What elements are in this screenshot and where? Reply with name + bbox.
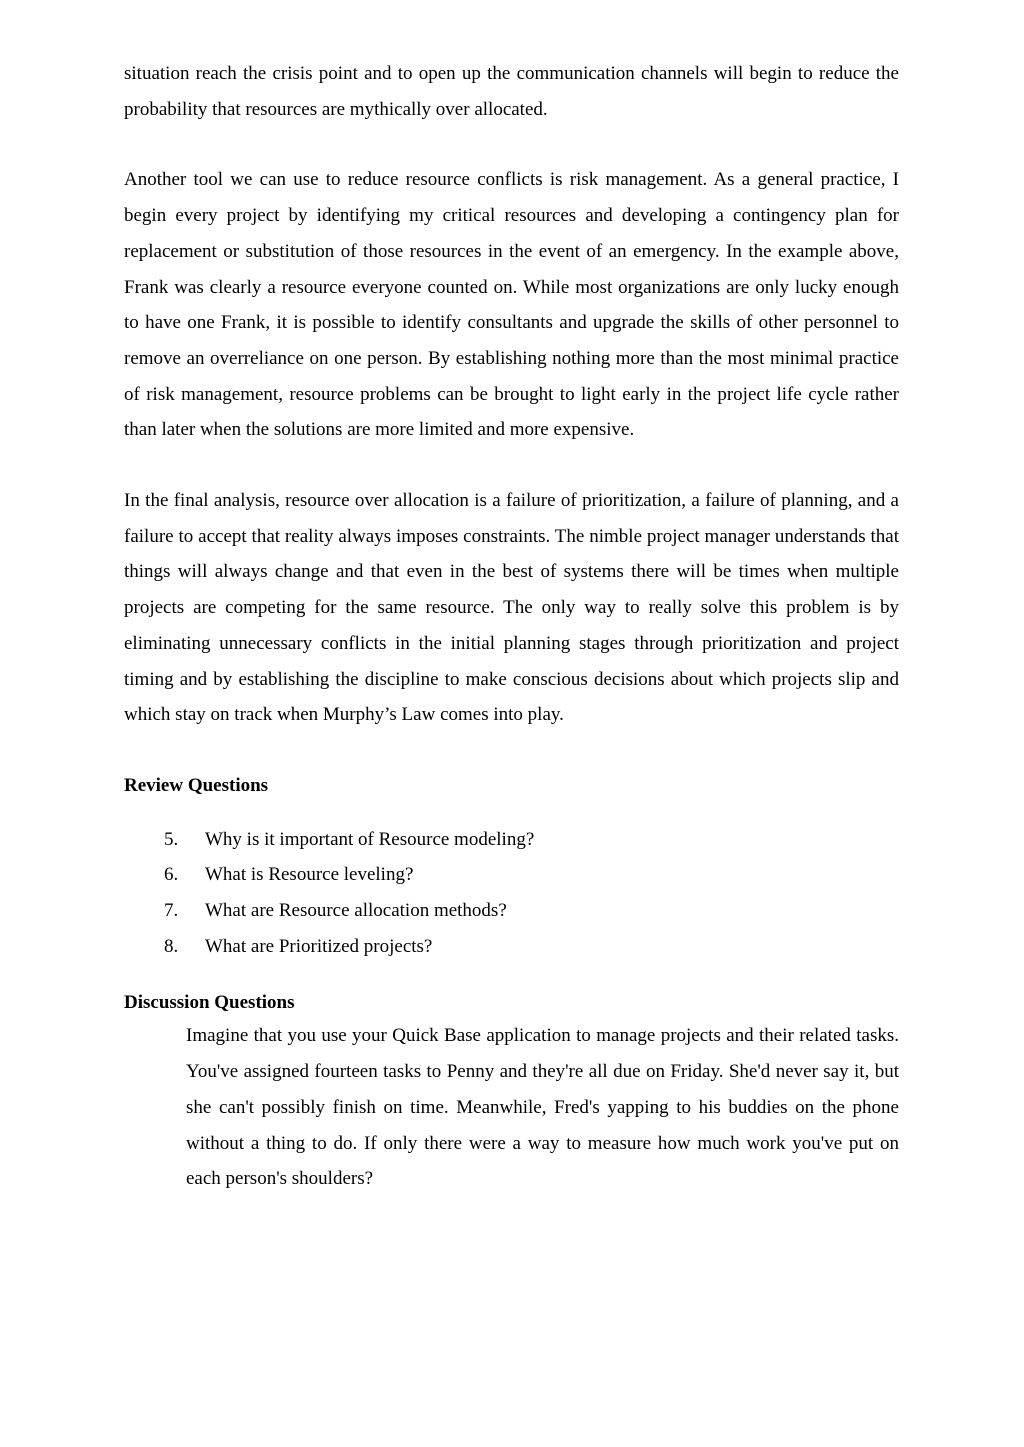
- review-questions-list: [124, 822, 899, 965]
- document-page: [124, 56, 899, 1197]
- list-item-text: What are Prioritized projects?: [205, 935, 433, 957]
- list-item-text: What are Resource allocation methods?: [205, 900, 507, 922]
- paragraph-risk-management: Another tool we can use to reduce resource conflicts is risk management. As a general practice, I begin every project by identifying my critical resources and developing a contingency plan for replacement or substitution of those resources in the event of an emergency. In the example above, Frank was clearly a resource everyone counted on. While most organizations are only lucky enough to have one Frank, it is possible to identify consultants and upgrade the skills of other personnel to remove an overreliance on one person. By establishing nothing more than the most minimal practice of risk management, resource problems can be brought to light early in the project life cycle rather than later when the solutions are more limited and more expensive.: [124, 169, 899, 441]
- list-item-number: 8.: [164, 935, 179, 957]
- list-item-text: What is Resource leveling?: [205, 864, 414, 886]
- list-item-text: Why is it important of Resource modeling?: [205, 828, 535, 850]
- review-questions-heading: Review Questions: [124, 774, 269, 796]
- discussion-question-text: Imagine that you use your Quick Base application to manage projects and their related tasks. You've assigned fourteen tasks to Penny and they're all due on Friday. She'd never say it, but she can't possibly finish on time. Meanwhile, Fred's yapping to his buddies on the phone without a thing to do. If only there were a way to measure how much work you've put on each person's shoulders?: [186, 1025, 899, 1190]
- list-item-number: 7.: [164, 900, 179, 922]
- list-item-number: 6.: [164, 864, 179, 886]
- list-item: [124, 893, 899, 929]
- list-item: [124, 822, 899, 858]
- paragraph-final-analysis: In the final analysis, resource over allocation is a failure of prioritization, a failure of planning, and a failure to accept that reality always imposes constraints. The nimble project manager understands that things will always change and that even in the best of systems there will be times when multiple projects are competing for the same resource. The only way to really solve this problem is by eliminating unnecessary conflicts in the initial planning stages through prioritization and project timing and by establishing the discipline to make conscious decisions about which projects slip and which stay on track when Murphy’s Law comes into play.: [124, 490, 899, 726]
- list-item: [124, 929, 899, 965]
- discussion-questions-heading: Discussion Questions: [124, 992, 295, 1014]
- list-item-number: 5.: [164, 828, 179, 850]
- paragraph-continuation: situation reach the crisis point and to open up the communication channels will begin to reduce the probability that resources are mythically over allocated.: [124, 63, 899, 120]
- list-item: [124, 857, 899, 893]
